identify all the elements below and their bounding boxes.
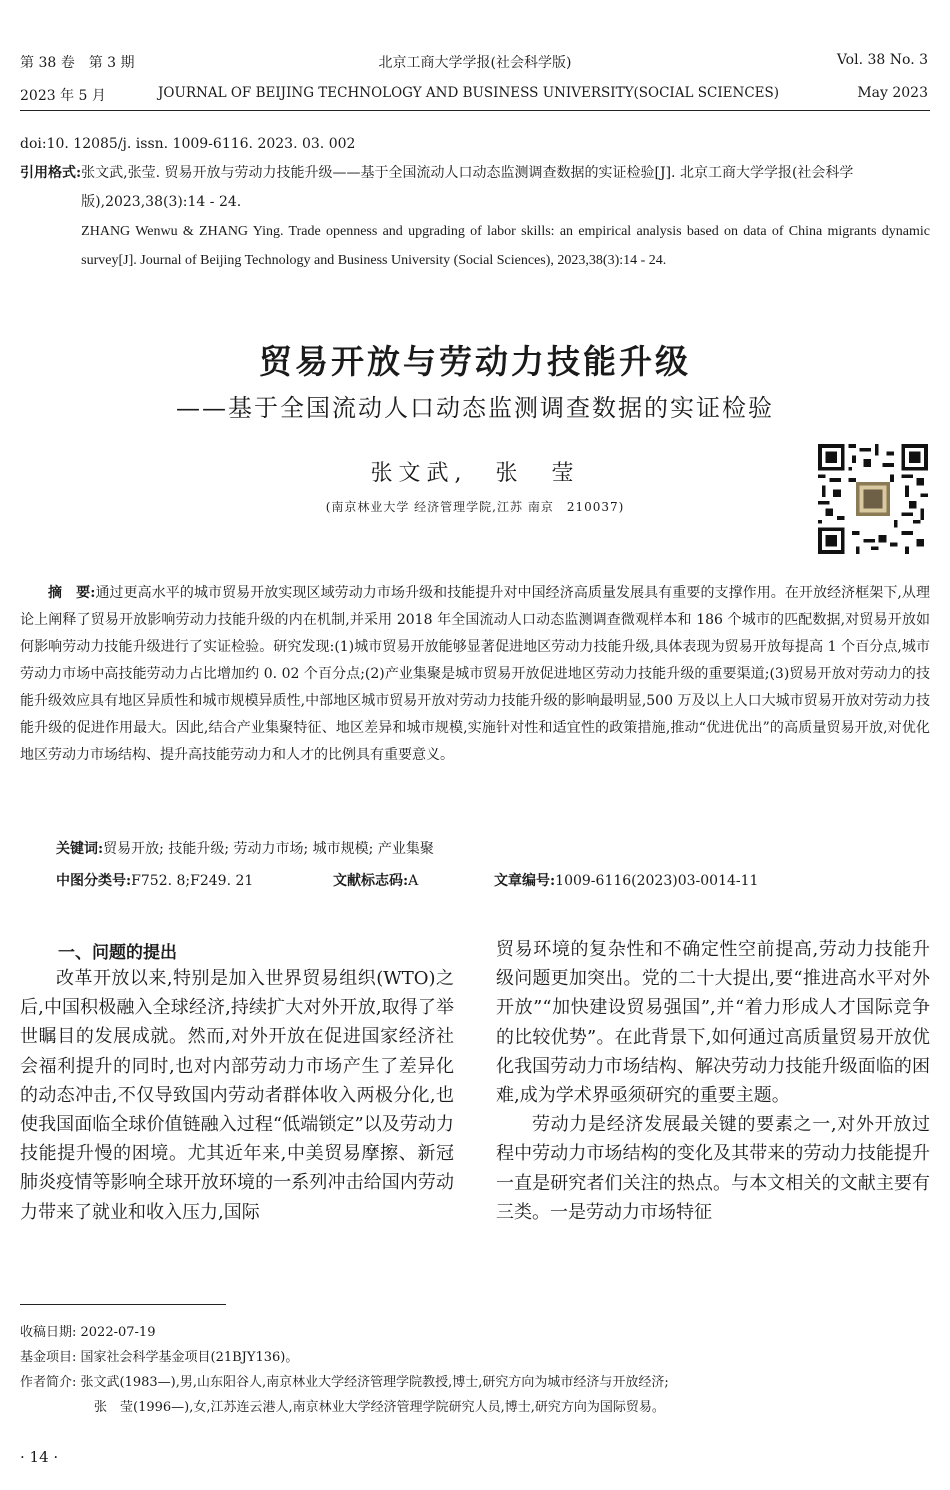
left-column (20, 964, 454, 1227)
abstract-text: 通过更高水平的城市贸易开放实现区域劳动力市场升级和技能提升对中国经济高质量发展具有重要的支撑作用。在开放经济框架下,从理论上阐释了贸易开放影响劳动力技能升级的内在机制,并采用 2018 年全国流动人口动态监测调查微观样本和 186 个城市的匹配数据,对贸易开放如何影响劳动力技能升级进行了实证检验。研究发现:(1)城市贸易开放能够显著促进地区劳动力技能升级,具体表现为贸易开放每提高 1 个百分点,城市劳动力市场中高技能劳动力占比增加约 0. 02 个百分点;(2)产业集聚是城市贸易开放促进地区劳动力技能升级的重要渠道;(3)贸易开放对劳动力的技能升级效应具有地区异质性和城市规模异质性,中部地区城市贸易开放对劳动力技能升级的影响最明显,500 万及以上人口大城市贸易开放对劳动力技能升级的促进作用最大。因此,结合产业集聚特征、地区差异和城市规模,实施针对性和适宜性的政策措施,推动“优进优出”的高质量贸易开放,对优化地区劳动力市场结构、提升高技能劳动力和人才的比例具有重要意义。 (20, 585, 931, 763)
body-paragraph: 贸易环境的复杂性和不确定性空前提高,劳动力技能升级问题更加突出。党的二十大提出,要“推进高水平对外开放”“加快建设贸易强国”,并“着力形成人才国际竞争的比较优势”。在此背景下,如何通过高质量贸易开放优化我国劳动力市场结构、解决劳动力技能升级面临的困难,成为学术界亟须研究的重要主题。 (496, 939, 930, 1107)
classification-label: 中图分类号: (56, 873, 132, 889)
article-number (494, 870, 758, 890)
document-code (333, 870, 418, 890)
affiliation: (南京林业大学 经济管理学院,江苏 南京 210037) (325, 500, 625, 514)
qr-code-icon (818, 444, 928, 554)
paper-title: 贸易开放与劳动力技能升级 (259, 342, 691, 381)
footnotes (20, 1320, 930, 1420)
citation-block (20, 130, 930, 275)
footnote-rule (20, 1304, 226, 1305)
doi: doi:10. 12085/j. issn. 1009-6116. 2023. 03. 002 (20, 136, 356, 152)
citation-cn: 张文武,张莹. 贸易开放与劳动力技能升级——基于全国流动人口动态监测调查数据的实证检验[J]. 北京工商大学学报(社会科学版),2023,38(3):14 - 24. (81, 165, 854, 210)
header-rule (20, 110, 930, 111)
issue-date-cn: 2023 年 5 月 (20, 88, 106, 104)
author-bio-2: 张 莹(1996—),女,江苏连云港人,南京林业大学经济管理学院研究人员,博士,研究方向为国际贸易。 (94, 1400, 665, 1415)
journal-volume: 第 38 卷 第 3 期 (20, 55, 135, 71)
body-paragraph: 改革开放以来,特别是加入世界贸易组织(WTO)之后,中国积极融入全球经济,持续扩大对外开放,取得了举世瞩目的发展成就。然而,对外开放在促进国家经济社会福利提升的同时,也对内部劳动力市场产生了差异化的动态冲击,不仅导致国内劳动者群体收入两极分化,也使我国面临全球价值链融入过程“低端锁定”以及劳动力技能提升慢的困境。尤其近年来,中美贸易摩擦、新冠肺炎疫情等影响全球开放环境的一系列冲击给国内劳动力带来了就业和收入压力,国际 (20, 968, 454, 1223)
page-number: · 14 · (20, 1448, 59, 1466)
article-number-text: 1009-6116(2023)03-0014-11 (555, 873, 759, 889)
citation-label: 引用格式: (20, 165, 82, 181)
keywords (56, 838, 434, 858)
classification-text: F752. 8;F249. 21 (131, 873, 254, 889)
volume-en: Vol. 38 No. 3 (836, 52, 928, 68)
fund-project: 基金项目: 国家社会科学基金项目(21BJY136)。 (20, 1350, 299, 1365)
keywords-text: 贸易开放; 技能升级; 劳动力市场; 城市规模; 产业集聚 (103, 841, 434, 857)
abstract-label: 摘 要: (48, 585, 96, 601)
journal-name-cn: 北京工商大学学报(社会科学版) (378, 55, 572, 71)
section-heading: 一、问题的提出 (58, 943, 177, 963)
abstract (20, 580, 930, 769)
article-number-label: 文章编号: (494, 873, 556, 889)
paper-subtitle: ——基于全国流动人口动态监测调查数据的实证检验 (176, 394, 774, 422)
document-code-text: A (408, 873, 419, 889)
issue-date-en: May 2023 (857, 85, 928, 101)
journal-name-en: JOURNAL OF BEIJING TECHNOLOGY AND BUSINESS UNIVERSITY(SOCIAL SCIENCES) (158, 85, 780, 101)
classification-number (56, 870, 253, 890)
citation-en: ZHANG Wenwu & ZHANG Ying. Trade openness and upgrading of labor skills: an empirical analysis based on data of China migrants dynamic survey[J]. Journal of Beijing Technology and Business University (Social Sciences), 2023,38(3):14 - 24. (81, 224, 930, 268)
document-code-label: 文献标志码: (333, 873, 409, 889)
body-paragraph: 劳动力是经济发展最关键的要素之一,对外开放过程中劳动力市场结构的变化及其带来的劳动力技能提升一直是研究者们关注的热点。与本文相关的文献主要有三类。一是劳动力市场特征 (496, 1114, 930, 1223)
authors: 张文武, 张 莹 (370, 461, 580, 486)
author-bio-1: 作者简介: 张文武(1983—),男,山东阳谷人,南京林业大学经济管理学院教授,博士,研究方向为城市经济与开放经济; (20, 1375, 669, 1390)
citation-format (20, 159, 930, 275)
keywords-label: 关键词: (56, 841, 104, 857)
right-column (496, 935, 930, 1227)
received-date: 收稿日期: 2022-07-19 (20, 1325, 156, 1340)
